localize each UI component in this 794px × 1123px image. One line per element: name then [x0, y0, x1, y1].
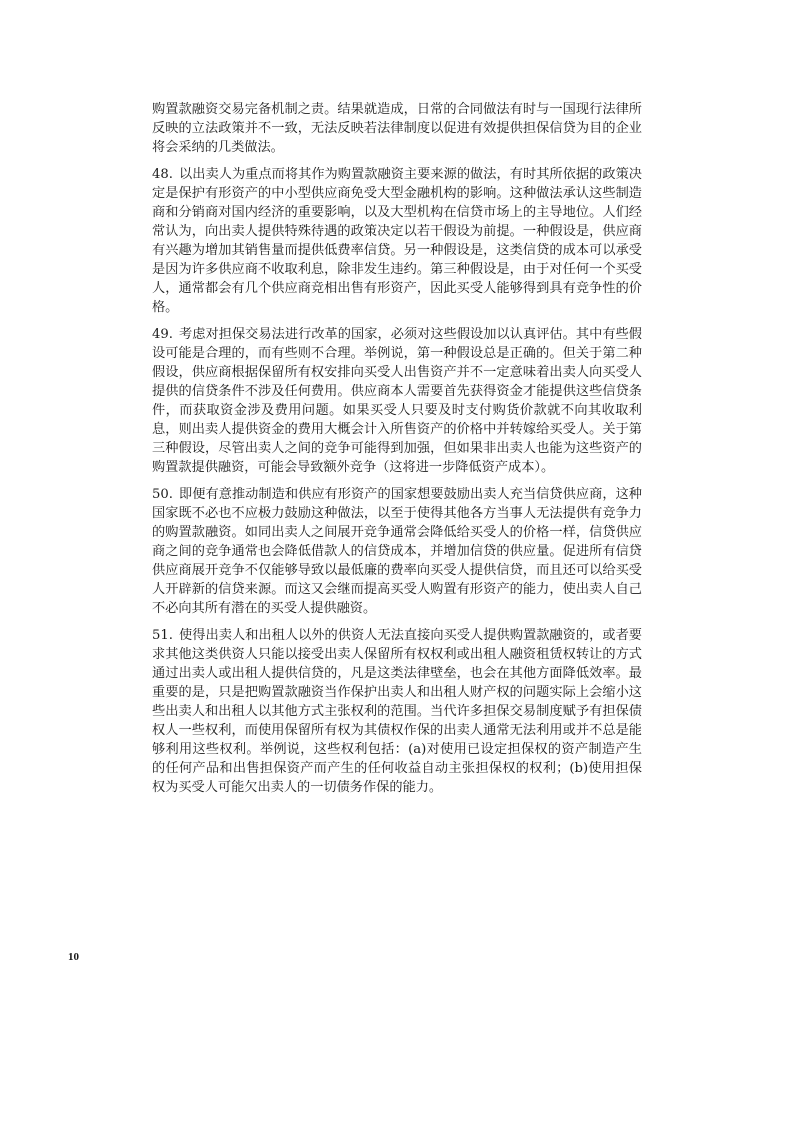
paragraph-number: 50.	[152, 487, 173, 502]
paragraph-text: 考虑对担保交易法进行改革的国家，必须对这些假设加以认真评估。其中有些假设可能是合理的，而有些则不合理。举例说，第一种假设总是正确的。但关于第二种假设，供应商根据保留所有权安排向买受人出售资产并不一定意味着出卖人向买受人提供的信贷条件不涉及任何费用。供应商本人需要首先获得资金才能提供这些信贷条件，而获取资金涉及费用问题。如果买受人只要及时支付购货价款就不向其收取利息，则出卖人提供资金的费用大概会计入所售资产的价格中并转嫁给买受人。关于第三种假设，尽管出卖人之间的竞争可能得到加强，但如果非出卖人也能为这些资产的购置款提供融资，可能会导致额外竞争（这将进一步降低资产成本）。	[152, 327, 642, 475]
paragraph-text: 使得出卖人和出租人以外的供资人无法直接向买受人提供购置款融资的，或者要求其他这类供资人只能以接受出卖人保留所有权权利或出租人融资租赁权转让的方式通过出卖人或出租人提供信贷的，凡是这类法律壁垒，也会在其他方面降低效率。最重要的是，只是把购置款融资当作保护出卖人和出租人财产权的问题实际上会缩小这些出卖人和出租人以其他方式主张权利的范围。当代许多担保交易制度赋予有担保债权人一些权利，而使用保留所有权为其债权作保的出卖人通常无法利用或并不总是能够利用这些权利。举例说，这些权利包括：(a)对使用已设定担保权的资产制造产生的任何产品和出售担保资产而产生的任何收益自动主张担保权的权利；(b)使用担保权为买受人可能欠出卖人的一切债务作保的能力。	[152, 628, 642, 795]
paragraph-49	[152, 325, 642, 477]
paragraph-number: 49.	[152, 327, 173, 342]
paragraph-48	[152, 165, 642, 317]
paragraph-text: 购置款融资交易完备机制之责。结果就造成，日常的合同做法有时与一国现行法律所反映的立法政策并不一致，无法反映若法律制度以促进有效提供担保信贷为目的企业将会采纳的几类做法。	[152, 102, 642, 155]
paragraph-number: 51.	[152, 628, 173, 643]
paragraph-text: 以出卖人为重点而将其作为购置款融资主要来源的做法，有时其所依据的政策决定是保护有形资产的中小型供应商免受大型金融机构的影响。这种做法承认这些制造商和分销商对国内经济的重要影响，以及大型机构在信贷市场上的主导地位。人们经常认为，向出卖人提供特殊待遇的政策决定以若干假设为前提。一种假设是，供应商有兴趣为增加其销售量而提供低费率信贷。另一种假设是，这类信贷的成本可以承受是因为许多供应商不收取利息，除非发生违约。第三种假设是，由于对任何一个买受人，通常都会有几个供应商竞相出售有形资产，因此买受人能够得到具有竞争性的价格。	[152, 167, 642, 315]
paragraph-51	[152, 626, 642, 797]
paragraph-text: 即便有意推动制造和供应有形资产的国家想要鼓励出卖人充当信贷供应商，这种国家既不必也不应极力鼓励这种做法，以至于使得其他各方当事人无法提供有竞争力的购置款融资。如同出卖人之间展开竞争通常会降低给买受人的价格一样，信贷供应商之间的竞争通常也会降低借款人的信贷成本，并增加信贷的供应量。促进所有信贷供应商展开竞争不仅能够导致以最低廉的费率向买受人提供信贷，而且还可以给买受人开辟新的信贷来源。而这又会继而提高买受人购置有形资产的能力，使出卖人自己不必向其所有潜在的买受人提供融资。	[152, 487, 642, 616]
paragraph-continuation	[152, 100, 642, 157]
paragraph-50	[152, 485, 642, 618]
body-text	[152, 100, 642, 805]
paragraph-number: 48.	[152, 167, 173, 182]
page-number: 10	[68, 951, 79, 963]
